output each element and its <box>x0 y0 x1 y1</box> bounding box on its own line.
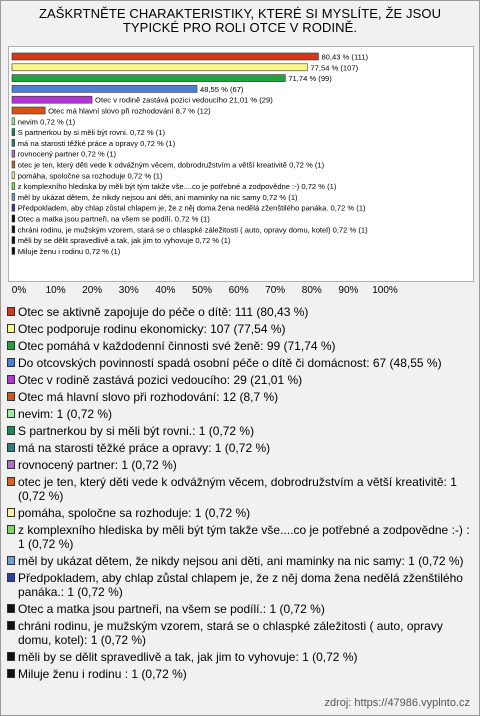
bar-15 <box>12 204 15 211</box>
legend-label: Otec pomáhá v každodenní činnosti své ženě: 99 (71,74 %) <box>18 339 336 353</box>
bar-4 <box>12 85 197 92</box>
legend-item <box>7 441 473 455</box>
legend-swatch <box>7 604 15 613</box>
bar-label-4: 48,55 % (67) <box>199 84 244 94</box>
bar-19 <box>12 247 15 254</box>
bar-18 <box>12 237 15 244</box>
bar-1 <box>12 53 318 60</box>
legend-label: Předpokladem, aby chlap zůstal chlapem je, že z něj doma žena nedělá zženštilého panáka.: 1 (0,72 %) <box>18 571 463 599</box>
legend-label: otec je ten, který děti vede k odvážným věcem, dobrodružstvím a větší kreativitě: 1 (0,72 %) <box>18 475 457 503</box>
bar-7 <box>12 118 15 125</box>
legend-label: Otec má hlavní slovo při rozhodování: 12 (8,7 %) <box>18 390 279 404</box>
chart-title-line-1: ZAŠKRTNĚTE CHARAKTERISTIKY, KTERÉ SI MYSLÍTE, ŽE JSOU <box>38 6 442 21</box>
legend-swatch <box>7 409 15 418</box>
legend-label: z komplexního hlediska by měli být tým takže vše....co je potřebné a zodpovědne :-) : 1 (0,72 %) <box>18 523 470 551</box>
legend-label: Miluje ženu i rodinu : 1 (0,72 %) <box>18 667 187 681</box>
bar-chart-svg <box>9 47 473 281</box>
legend <box>7 305 473 684</box>
x-tick-label: 10% <box>45 285 66 296</box>
bar-label-7: nevim 0,72 % (1) <box>17 117 76 127</box>
x-tick-label: 40% <box>155 285 176 296</box>
x-axis-ticks <box>0 285 480 299</box>
legend-swatch <box>7 652 15 661</box>
x-tick-label: 70% <box>265 285 286 296</box>
legend-label: chráni rodinu, je mužským vzorem, stará se o chlaspké záležitosti ( auto, opravy domu, kotel): 1 (0,72 %) <box>18 619 443 647</box>
bar-label-19: Miluje ženu i rodinu 0,72 % (1) <box>17 246 121 256</box>
bar-3 <box>12 75 285 82</box>
legend-item <box>7 322 473 336</box>
bar-10 <box>12 150 15 157</box>
bar-label-1: 80,43 % (111) <box>321 52 369 62</box>
legend-item <box>7 523 473 551</box>
legend-swatch <box>7 525 15 534</box>
legend-swatch <box>7 460 15 469</box>
legend-item <box>7 506 473 520</box>
legend-swatch <box>7 669 15 678</box>
legend-item <box>7 571 473 599</box>
bar-13 <box>12 183 15 190</box>
legend-item <box>7 650 473 664</box>
bar-label-11: otec je ten, který děti vede k odvážným věcem, dobrodružstvím a větší kreativitě 0,72 % (1) <box>17 160 325 170</box>
x-tick-label: 0% <box>11 285 27 296</box>
legend-item <box>7 373 473 387</box>
bar-label-14: měl by ukázat dětem, že nikdy nejsou ani děti, ani maminky na nic samy 0,72 % (1) <box>17 192 298 202</box>
legend-swatch <box>7 508 15 517</box>
bar-label-10: rovnocený partner 0,72 % (1) <box>17 149 117 159</box>
bar-label-12: pomáha, spoločne sa rozhoduje 0,72 % (1) <box>17 171 163 181</box>
legend-item <box>7 458 473 472</box>
bar-8 <box>12 129 15 136</box>
bar-label-18: měli by se dělit spravedlivě a tak, jak jim to vyhovuje 0,72 % (1) <box>17 236 231 246</box>
bar-label-6: Otec má hlavní slovo při rozhodování 8,7 % (12) <box>48 106 211 116</box>
legend-item <box>7 407 473 421</box>
legend-label: Otec podporuje rodinu ekonomicky: 107 (77,54 %) <box>18 322 286 336</box>
legend-item <box>7 475 473 503</box>
legend-swatch <box>7 392 15 401</box>
legend-label: pomáha, spoločne sa rozhoduje: 1 (0,72 %) <box>18 506 251 520</box>
legend-swatch <box>7 426 15 435</box>
legend-label: rovnocený partner: 1 (0,72 %) <box>18 458 177 472</box>
plot-area <box>8 46 474 282</box>
legend-swatch <box>7 621 15 630</box>
legend-item <box>7 339 473 353</box>
legend-swatch <box>7 443 15 452</box>
legend-label: Otec v rodině zastává pozici vedoucího: 29 (21,01 %) <box>18 373 303 387</box>
legend-swatch <box>7 573 15 582</box>
legend-item <box>7 667 473 681</box>
legend-label: má na starosti těžké práce a opravy: 1 (0,72 %) <box>18 441 271 455</box>
legend-label: měl by ukázat dětem, že nikdy nejsou ani děti, ani maminky na nic samy: 1 (0,72 %) <box>18 554 464 568</box>
bar-9 <box>12 139 15 146</box>
legend-swatch <box>7 375 15 384</box>
legend-label: měli by se dělit spravedlivě a tak, jak jim to vyhovuje: 1 (0,72 %) <box>18 650 358 664</box>
legend-item <box>7 390 473 404</box>
bar-5 <box>12 96 92 103</box>
legend-item <box>7 424 473 438</box>
bar-label-13: z komplexního hlediska by měli být tým takže vše....co je potřebné a zodpovědne :-) 0,72 % (1) <box>17 182 337 192</box>
bar-label-17: chráni rodinu, je mužským vzorem, stará se o chlaspké záležitosti ( auto, opravy domu, kotel) 0,72 % (1) <box>17 225 368 235</box>
legend-item <box>7 554 473 568</box>
bar-label-2: 77,54 % (107) <box>310 63 359 73</box>
chart-title <box>0 7 480 35</box>
bar-17 <box>12 226 15 233</box>
legend-label: S partnerkou by si měli být rovni.: 1 (0,72 %) <box>18 424 255 438</box>
bar-12 <box>12 172 15 179</box>
x-tick-label: 30% <box>118 285 139 296</box>
legend-item <box>7 619 473 647</box>
bar-label-3: 71,74 % (99) <box>288 74 332 84</box>
legend-swatch <box>7 307 15 316</box>
bar-16 <box>12 215 15 222</box>
bar-11 <box>12 161 15 168</box>
x-tick-label: 80% <box>301 285 322 296</box>
bar-label-15: Předpokladem, aby chlap zůstal chlapem je, že z něj doma žena nedělá zženštilého panáka. 0,72 % (1) <box>17 203 366 213</box>
legend-label: Otec a matka jsou partneři, na všem se podílí.: 1 (0,72 %) <box>18 602 325 616</box>
x-tick-label: 60% <box>228 285 249 296</box>
legend-label: Do otcovských povinností spadá osobní péče o dítě či domácnost: 67 (48,55 %) <box>18 356 442 370</box>
bar-label-9: má na starosti těžké práce a opravy 0,72 % (1) <box>17 138 176 148</box>
bar-6 <box>12 107 45 114</box>
legend-item <box>7 602 473 616</box>
source-credit: zdroj: https://47986.vyplnto.cz <box>324 697 470 709</box>
x-tick-label: 90% <box>338 285 359 296</box>
x-tick-label: 50% <box>191 285 213 296</box>
legend-swatch <box>7 477 15 486</box>
legend-label: nevim: 1 (0,72 %) <box>18 407 113 421</box>
bar-14 <box>12 193 15 200</box>
chart-title-line-2: TYPICKÉ PRO ROLI OTCE V RODINĚ. <box>122 20 358 35</box>
bar-label-16: Otec a matka jsou partneři, na všem se podílí. 0,72 % (1) <box>17 214 210 224</box>
legend-swatch <box>7 556 15 565</box>
legend-label: Otec se aktivně zapojuje do péče o dítě: 111 (80,43 %) <box>18 305 309 319</box>
legend-swatch <box>7 358 15 367</box>
legend-item <box>7 305 473 319</box>
legend-swatch <box>7 324 15 333</box>
x-tick-label: 100% <box>372 285 398 296</box>
bar-label-8: S partnerkou by si měli být rovni. 0,72 % (1) <box>17 128 166 138</box>
bar-label-5: Otec v rodině zastává pozici vedoucího 21,01 % (29) <box>95 95 273 105</box>
bar-2 <box>12 64 307 71</box>
legend-swatch <box>7 341 15 350</box>
legend-item <box>7 356 473 370</box>
x-tick-label: 20% <box>82 285 103 296</box>
